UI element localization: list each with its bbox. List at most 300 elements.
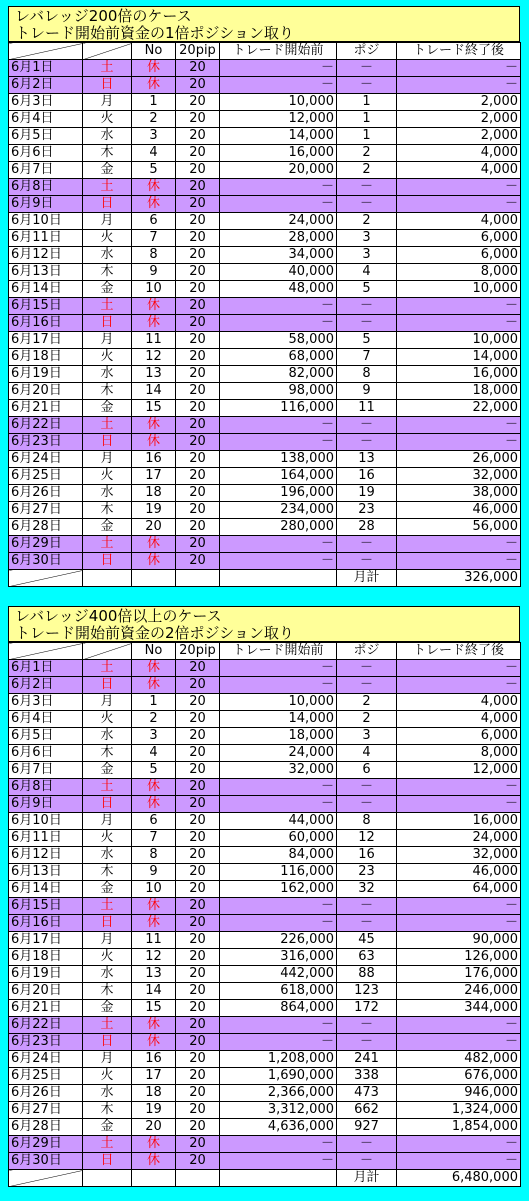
table-row [9,932,521,949]
date-cell: 6月25日 [9,468,83,485]
no-cell: 9 [132,264,176,281]
weekday-cell: 日 [83,796,132,813]
pip-cell: 20 [176,417,220,434]
table-row [9,779,521,796]
start-balance-cell: － [220,677,337,694]
pip-cell: 20 [176,128,220,145]
start-balance-cell: 14,000 [220,128,337,145]
date-cell: 6月12日 [9,247,83,264]
end-profit-cell: － [397,417,521,434]
title-line-1: レバレッジ400倍以上のケース [15,607,222,625]
weekday-cell: 金 [83,1119,132,1136]
no-cell: 休 [132,1034,176,1051]
date-cell: 6月15日 [9,298,83,315]
date-cell: 6月13日 [9,264,83,281]
positions-cell: 7 [337,349,397,366]
table-row [9,451,521,468]
table-row [9,264,521,281]
table-row [9,1119,521,1136]
weekday-cell: 木 [83,745,132,762]
weekday-cell: 火 [83,230,132,247]
date-cell: 6月10日 [9,213,83,230]
end-profit-cell: 6,000 [397,728,521,745]
end-profit-cell: 24,000 [397,830,521,847]
date-cell: 6月7日 [9,162,83,179]
pip-cell: 20 [176,1136,220,1153]
end-profit-cell: 10,000 [397,332,521,349]
pip-cell: 20 [176,881,220,898]
start-balance-cell: 28,000 [220,230,337,247]
no-cell: 17 [132,1068,176,1085]
date-cell: 6月17日 [9,932,83,949]
date-cell: 6月17日 [9,332,83,349]
date-cell: 6月5日 [9,128,83,145]
end-profit-cell: 22,000 [397,400,521,417]
sum-label: 月計 [337,570,397,587]
sum-empty-cell [220,570,337,587]
no-cell: 15 [132,400,176,417]
start-balance-cell: 98,000 [220,383,337,400]
end-profit-cell: 18,000 [397,383,521,400]
no-cell: 16 [132,451,176,468]
no-cell: 休 [132,196,176,213]
date-cell: 6月4日 [9,111,83,128]
start-balance-cell: 68,000 [220,349,337,366]
weekday-cell: 木 [83,983,132,1000]
positions-cell: 16 [337,468,397,485]
table-row [9,745,521,762]
weekday-cell: 土 [83,779,132,796]
positions-cell: 63 [337,949,397,966]
table-row [9,796,521,813]
date-cell: 6月11日 [9,830,83,847]
table-row [9,1136,521,1153]
pip-cell: 20 [176,400,220,417]
table-row [9,728,521,745]
start-balance-cell: － [220,196,337,213]
positions-cell: 473 [337,1085,397,1102]
pip-cell: 20 [176,77,220,94]
no-cell: 8 [132,847,176,864]
no-cell: 17 [132,468,176,485]
table-row [9,1068,521,1085]
start-balance-cell: 24,000 [220,213,337,230]
table-row [9,660,521,677]
weekday-cell: 木 [83,502,132,519]
date-cell: 6月20日 [9,383,83,400]
block-title [8,6,520,42]
start-balance-cell: － [220,779,337,796]
pip-cell: 20 [176,1017,220,1034]
positions-cell: 6 [337,762,397,779]
positions-cell: － [337,898,397,915]
positions-cell: 3 [337,247,397,264]
weekday-cell: 月 [83,932,132,949]
positions-cell: 2 [337,162,397,179]
start-balance-cell: － [220,298,337,315]
pip-cell: 20 [176,179,220,196]
table-row [9,847,521,864]
no-cell: 20 [132,1119,176,1136]
positions-cell: 172 [337,1000,397,1017]
sum-empty-cell [176,570,220,587]
table-row [9,94,521,111]
no-cell: 11 [132,332,176,349]
pip-cell: 20 [176,536,220,553]
no-cell: 休 [132,553,176,570]
table-row [9,485,521,502]
start-balance-cell: 162,000 [220,881,337,898]
start-balance-cell: 226,000 [220,932,337,949]
header-date-cell [9,43,83,60]
no-cell: 3 [132,128,176,145]
no-cell: 9 [132,864,176,881]
start-balance-cell: 12,000 [220,111,337,128]
start-balance-cell: － [220,898,337,915]
table-row [9,383,521,400]
no-cell: 休 [132,60,176,77]
date-cell: 6月6日 [9,145,83,162]
date-cell: 6月14日 [9,881,83,898]
start-balance-cell: － [220,1136,337,1153]
date-cell: 6月29日 [9,1136,83,1153]
no-cell: 休 [132,536,176,553]
table-row [9,519,521,536]
date-cell: 6月21日 [9,1000,83,1017]
pip-cell: 20 [176,60,220,77]
pip-cell: 20 [176,264,220,281]
weekday-cell: 金 [83,519,132,536]
no-cell: 休 [132,779,176,796]
start-balance-cell: 2,366,000 [220,1085,337,1102]
pip-cell: 20 [176,830,220,847]
start-balance-cell: － [220,179,337,196]
end-profit-cell: 4,000 [397,711,521,728]
end-profit-cell: 8,000 [397,264,521,281]
end-profit-cell: 946,000 [397,1085,521,1102]
no-cell: 休 [132,1017,176,1034]
date-cell: 6月27日 [9,1102,83,1119]
weekday-cell: 火 [83,949,132,966]
end-profit-cell: 32,000 [397,847,521,864]
table-row [9,553,521,570]
weekday-cell: 水 [83,728,132,745]
positions-cell: 12 [337,830,397,847]
weekday-cell: 水 [83,247,132,264]
no-cell: 13 [132,966,176,983]
title-line-2: トレード開始前資金の1倍ポジション取り [15,24,294,42]
no-cell: 休 [132,660,176,677]
pip-cell: 20 [176,162,220,179]
no-cell: 10 [132,881,176,898]
pip-cell: 20 [176,196,220,213]
positions-cell: 2 [337,145,397,162]
positions-cell: － [337,179,397,196]
weekday-cell: 月 [83,451,132,468]
date-cell: 6月9日 [9,796,83,813]
weekday-cell: 日 [83,196,132,213]
table-block-400x [8,606,520,1187]
pip-cell: 20 [176,898,220,915]
no-cell: 5 [132,162,176,179]
date-cell: 6月29日 [9,536,83,553]
table-row [9,468,521,485]
date-cell: 6月18日 [9,949,83,966]
date-cell: 6月2日 [9,677,83,694]
positions-cell: 16 [337,847,397,864]
start-balance-cell: 864,000 [220,1000,337,1017]
positions-cell: 3 [337,728,397,745]
end-profit-cell: 46,000 [397,864,521,881]
weekday-cell: 火 [83,711,132,728]
sum-empty-cell [220,1170,337,1187]
title-line-1: レバレッジ200倍のケース [15,7,192,25]
end-profit-cell: 16,000 [397,366,521,383]
date-cell: 6月6日 [9,745,83,762]
weekday-cell: 金 [83,281,132,298]
end-profit-cell: 344,000 [397,1000,521,1017]
start-balance-cell: 618,000 [220,983,337,1000]
sum-date-cell [9,570,83,587]
table-row [9,434,521,451]
positions-cell: 3 [337,230,397,247]
weekday-cell: 木 [83,864,132,881]
end-profit-cell: － [397,779,521,796]
positions-cell: 28 [337,519,397,536]
sum-total: 326,000 [397,570,521,587]
start-balance-cell: － [220,915,337,932]
pip-cell: 20 [176,451,220,468]
start-balance-cell: 116,000 [220,400,337,417]
no-cell: 休 [132,434,176,451]
no-cell: 14 [132,983,176,1000]
start-balance-cell: 138,000 [220,451,337,468]
start-balance-cell: 58,000 [220,332,337,349]
date-cell: 6月3日 [9,694,83,711]
table-row [9,864,521,881]
no-cell: 休 [132,298,176,315]
no-cell: 16 [132,1051,176,1068]
end-profit-cell: 2,000 [397,94,521,111]
end-profit-cell: － [397,660,521,677]
positions-cell: － [337,1153,397,1170]
start-balance-cell: 316,000 [220,949,337,966]
start-balance-cell: 14,000 [220,711,337,728]
table-row [9,1051,521,1068]
start-balance-cell: － [220,434,337,451]
end-profit-cell: － [397,196,521,213]
start-balance-cell: 48,000 [220,281,337,298]
end-profit-cell: － [397,77,521,94]
sum-total: 6,480,000 [397,1170,521,1187]
weekday-cell: 金 [83,400,132,417]
positions-cell: － [337,196,397,213]
date-cell: 6月25日 [9,1068,83,1085]
header-no: No [132,43,176,60]
weekday-cell: 月 [83,694,132,711]
start-balance-cell: 60,000 [220,830,337,847]
pip-cell: 20 [176,366,220,383]
date-cell: 6月2日 [9,77,83,94]
no-cell: 12 [132,349,176,366]
no-cell: 2 [132,111,176,128]
title-line-2: トレード開始前資金の2倍ポジション取り [15,624,294,642]
table-row [9,762,521,779]
date-cell: 6月30日 [9,553,83,570]
table-row [9,179,521,196]
no-cell: 3 [132,728,176,745]
positions-cell: 8 [337,366,397,383]
header-date-cell [9,643,83,660]
weekday-cell: 水 [83,966,132,983]
start-balance-cell: 16,000 [220,145,337,162]
weekday-cell: 土 [83,298,132,315]
end-profit-cell: 126,000 [397,949,521,966]
pip-cell: 20 [176,332,220,349]
end-profit-cell: － [397,553,521,570]
pip-cell: 20 [176,213,220,230]
weekday-cell: 月 [83,213,132,230]
end-profit-cell: 6,000 [397,230,521,247]
header-no: No [132,643,176,660]
pip-cell: 20 [176,983,220,1000]
pip-cell: 20 [176,864,220,881]
date-cell: 6月4日 [9,711,83,728]
end-profit-cell: － [397,1034,521,1051]
end-profit-cell: 90,000 [397,932,521,949]
table-block-200x [8,6,520,587]
weekday-cell: 土 [83,536,132,553]
end-profit-cell: 10,000 [397,281,521,298]
positions-cell: － [337,796,397,813]
date-cell: 6月16日 [9,915,83,932]
positions-cell: － [337,77,397,94]
date-cell: 6月13日 [9,864,83,881]
date-cell: 6月24日 [9,451,83,468]
end-profit-cell: 1,324,000 [397,1102,521,1119]
pip-cell: 20 [176,1000,220,1017]
positions-cell: 5 [337,332,397,349]
date-cell: 6月19日 [9,366,83,383]
pip-cell: 20 [176,1153,220,1170]
positions-cell: － [337,1017,397,1034]
no-cell: 休 [132,1153,176,1170]
positions-cell: 4 [337,264,397,281]
table-row [9,915,521,932]
pip-cell: 20 [176,932,220,949]
start-balance-cell: － [220,1153,337,1170]
positions-cell: － [337,1136,397,1153]
date-cell: 6月23日 [9,434,83,451]
end-profit-cell: － [397,915,521,932]
weekday-cell: 金 [83,1000,132,1017]
sum-empty-cell [132,1170,176,1187]
positions-cell: － [337,434,397,451]
table-row [9,213,521,230]
start-balance-cell: － [220,1017,337,1034]
date-cell: 6月9日 [9,196,83,213]
sum-empty-cell [83,1170,132,1187]
weekday-cell: 金 [83,762,132,779]
weekday-cell: 月 [83,1051,132,1068]
start-balance-cell: 1,208,000 [220,1051,337,1068]
no-cell: 12 [132,949,176,966]
date-cell: 6月10日 [9,813,83,830]
positions-cell: － [337,915,397,932]
weekday-cell: 日 [83,1153,132,1170]
start-balance-cell: 84,000 [220,847,337,864]
date-cell: 6月27日 [9,502,83,519]
date-cell: 6月30日 [9,1153,83,1170]
positions-cell: 9 [337,383,397,400]
date-cell: 6月18日 [9,349,83,366]
pip-cell: 20 [176,349,220,366]
end-profit-cell: 46,000 [397,502,521,519]
date-cell: 6月22日 [9,417,83,434]
start-balance-cell: 164,000 [220,468,337,485]
end-profit-cell: 6,000 [397,247,521,264]
end-profit-cell: － [397,677,521,694]
pip-cell: 20 [176,315,220,332]
start-balance-cell: 10,000 [220,94,337,111]
end-profit-cell: － [397,179,521,196]
no-cell: 7 [132,230,176,247]
pip-cell: 20 [176,949,220,966]
no-cell: 休 [132,1136,176,1153]
table-row [9,111,521,128]
header-row [9,43,521,60]
table-row [9,711,521,728]
positions-cell: － [337,677,397,694]
date-cell: 6月26日 [9,485,83,502]
pip-cell: 20 [176,281,220,298]
table-row [9,694,521,711]
profit-table [8,642,521,1187]
date-cell: 6月15日 [9,898,83,915]
sum-date-cell [9,1170,83,1187]
positions-cell: 927 [337,1119,397,1136]
pip-cell: 20 [176,1102,220,1119]
end-profit-cell: － [397,898,521,915]
pip-cell: 20 [176,502,220,519]
start-balance-cell: 3,312,000 [220,1102,337,1119]
positions-cell: 338 [337,1068,397,1085]
table-row [9,1102,521,1119]
no-cell: 7 [132,830,176,847]
start-balance-cell: － [220,315,337,332]
end-profit-cell: 64,000 [397,881,521,898]
start-balance-cell: － [220,1034,337,1051]
weekday-cell: 土 [83,417,132,434]
positions-cell: － [337,536,397,553]
table-row [9,966,521,983]
weekday-cell: 月 [83,94,132,111]
table-row [9,77,521,94]
start-balance-cell: － [220,417,337,434]
no-cell: 18 [132,485,176,502]
table-row [9,247,521,264]
pip-cell: 20 [176,230,220,247]
table-row [9,983,521,1000]
positions-cell: 662 [337,1102,397,1119]
end-profit-cell: 8,000 [397,745,521,762]
end-profit-cell: － [397,298,521,315]
no-cell: 10 [132,281,176,298]
pip-cell: 20 [176,247,220,264]
table-row [9,162,521,179]
weekday-cell: 日 [83,677,132,694]
end-profit-cell: 4,000 [397,145,521,162]
